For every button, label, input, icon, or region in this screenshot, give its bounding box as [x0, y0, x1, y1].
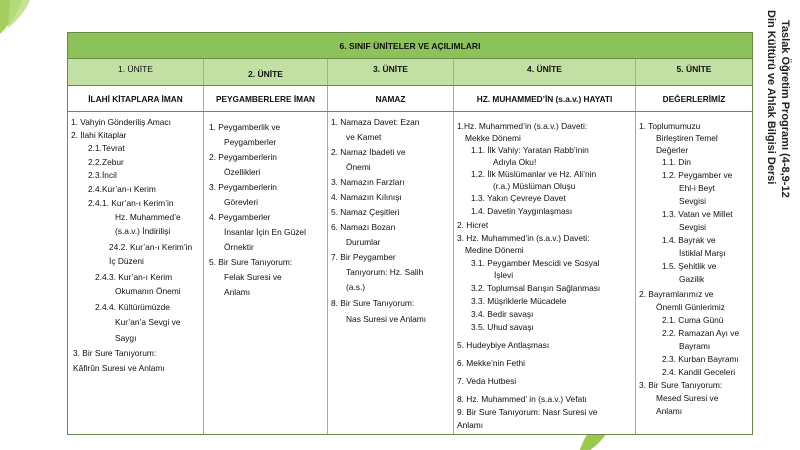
- topic-line: Kâfirûn Suresi ve Anlamı: [73, 363, 165, 373]
- topic-line: Sevgisi: [679, 222, 706, 232]
- topic-line: 2. Bayramlarımız ve: [639, 289, 714, 299]
- topic-line: 7. Veda Hutbesi: [457, 376, 517, 386]
- unit-name-row: [68, 86, 752, 112]
- topic-line: 6. Namazı Bozan: [331, 222, 396, 232]
- topic-line: 3. Hz. Muhammed’in (s.a.v.) Daveti:: [457, 233, 590, 243]
- topic-line: 6. Mekke’nin Fethi: [457, 358, 525, 368]
- side-title-line-2: Taslak Öğretim Programı (4-8,9-12: [779, 20, 791, 198]
- topic-line: 3. Bir Sure Tanıyorum:: [73, 348, 157, 358]
- decorative-leaf-top-left: [0, 0, 60, 48]
- unit-4-topics: [454, 112, 636, 434]
- unit-3-label: 3. ÜNİTE: [328, 59, 454, 85]
- topic-line: 8. Bir Sure Tanıyorum:: [331, 298, 415, 308]
- topic-line: 1.2. İlk Müslümanlar ve Hz. Ali’nin: [471, 169, 597, 179]
- topic-line: 2. İlahi Kitaplar: [71, 130, 127, 140]
- topic-line: Saygı: [115, 333, 137, 343]
- topic-line: Önemli Günlerimiz: [656, 302, 725, 312]
- unit-header-row: [68, 59, 752, 86]
- unit-5-label: 5. ÜNİTE: [676, 64, 712, 74]
- topic-line: 2. Hicret: [457, 220, 489, 230]
- topic-line: 3.1. Peygamber Mescidi ve Sosyal: [471, 258, 600, 268]
- unit-5-name: DEĞERLERİMİZ: [662, 93, 726, 104]
- topic-line: 1.3. Vatan ve Millet: [662, 209, 733, 219]
- units-table: [67, 32, 753, 435]
- topic-line: Birleştiren Temel: [656, 133, 718, 143]
- topic-line: 4. Peygamberler: [209, 212, 271, 222]
- topic-line: 1.1. İlk Vahiy: Yaratan Rabb’inin: [471, 145, 589, 155]
- unit-5-topics: [636, 112, 752, 434]
- topic-line: 1.Hz. Muhammed’in (s.a.v.) Daveti:: [457, 121, 588, 131]
- topic-line: Gazilik: [679, 274, 705, 284]
- unit-1-label: 1. ÜNİTE: [68, 59, 204, 85]
- topic-line: 1. Vahyin Gönderiliş Amacı: [71, 117, 171, 127]
- topic-line: 4. Namazın Kılınışı: [331, 192, 402, 202]
- topic-line: Mekke Dönemi: [465, 133, 521, 143]
- topic-line: 5. Namaz Çeşitleri: [331, 207, 400, 217]
- unit-2-label: 2. ÜNİTE: [204, 59, 328, 85]
- unit-3-name: NAMAZ: [328, 86, 454, 111]
- topic-line: 2.1.Tevrat: [88, 143, 125, 153]
- topic-line: 5. Hudeybiye Antlaşması: [457, 340, 550, 350]
- topic-line: 2.4.Kur’an-ı Kerim: [88, 184, 156, 194]
- topic-line: Peygamberler: [224, 137, 277, 147]
- table-title: 6. SINIF ÜNİTELER VE AÇILIMLARI: [68, 33, 752, 59]
- topic-line: 2.2.Zebur: [88, 157, 124, 167]
- topic-line: Anlamı: [656, 406, 683, 416]
- topic-line: 9. Bir Sure Tanıyorum: Nasr Suresi ve: [457, 407, 598, 417]
- topic-line: 5. Bir Sure Tanıyorum:: [209, 257, 293, 267]
- topic-line: 2.2. Ramazan Ayı ve: [662, 328, 740, 338]
- topic-line: 1. Peygamberlik ve: [209, 122, 281, 132]
- topic-line: (r.a.) Müslüman Oluşu: [493, 181, 576, 191]
- topic-line: Hz. Muhammed’e: [115, 212, 181, 222]
- topic-line: Önemi: [346, 162, 371, 172]
- topic-line: Felak Suresi ve: [224, 272, 282, 282]
- topic-line: İç Düzeni: [109, 256, 144, 266]
- topic-line: 1. Toplumumuzu: [639, 121, 701, 131]
- topic-line: 2.4.4. Kültürümüzde: [95, 302, 170, 312]
- topic-line: Adıyla Oku!: [493, 157, 537, 167]
- unit-content-row: [68, 112, 752, 434]
- unit-1-topics: [68, 112, 204, 434]
- unit-3-topics: [328, 112, 454, 434]
- topic-line: 7. Bir Peygamber: [331, 252, 396, 262]
- topic-line: 1.2. Peygamber ve: [662, 170, 733, 180]
- topic-line: Sevgisi: [679, 196, 706, 206]
- topic-line: İnsanlar İçin En Güzel: [224, 227, 306, 237]
- topic-line: 8. Hz. Muhammed’ in (s.a.v.) Vefatı: [457, 394, 587, 404]
- topic-line: 1.4. Davetin Yaygınlaşması: [471, 206, 573, 216]
- topic-line: 3.5. Uhud savaşı: [471, 322, 534, 332]
- topic-line: Medine Dönemi: [465, 245, 524, 255]
- topic-line: (s.a.v.) İndirilişi: [115, 226, 171, 236]
- topic-line: 1.1. Din: [662, 157, 691, 167]
- topic-line: Örnektir: [224, 242, 254, 252]
- topic-line: 2.4.3. Kur’an-ı Kerim: [95, 272, 173, 282]
- topic-line: Bayramı: [679, 341, 711, 351]
- topic-line: Ehl-i Beyt: [679, 183, 715, 193]
- unit-1-name: İLAHİ KİTAPLARA İMAN: [68, 86, 204, 111]
- topic-line: 2.3. Kurban Bayramı: [662, 354, 739, 364]
- topic-line: Anlamı: [457, 420, 484, 430]
- topic-line: 3.2. Toplumsal Barışın Sağlanması: [471, 283, 601, 293]
- unit-2-topics: [204, 112, 328, 434]
- topic-line: ve Kamet: [346, 132, 382, 142]
- topic-line: 2.4. Kandil Geceleri: [662, 367, 736, 377]
- topic-line: Tanıyorum: Hz. Salih: [346, 267, 424, 277]
- topic-line: Durumlar: [346, 237, 381, 247]
- topic-line: 3. Bir Sure Tanıyorum:: [639, 380, 723, 390]
- unit-4-label: 4. ÜNİTE: [454, 59, 636, 85]
- topic-line: 3.3. Müşriklerle Mücadele: [471, 296, 567, 306]
- topic-line: 3. Namazın Farzları: [331, 177, 405, 187]
- topic-line: 3.4. Bedir savaşı: [471, 309, 534, 319]
- topic-line: Anlamı: [224, 287, 251, 297]
- topic-line: 1. Namaza Davet: Ezan: [331, 117, 420, 127]
- topic-line: 3. Peygamberlerin: [209, 182, 277, 192]
- topic-line: 2.1. Cuma Günü: [662, 315, 724, 325]
- side-running-title: [756, 0, 800, 450]
- topic-line: 2.4.1. Kur’an-ı Kerim’in: [88, 198, 174, 208]
- topic-line: Değerler: [656, 145, 689, 155]
- topic-line: İşlevi: [494, 270, 514, 280]
- topic-line: 1.5. Şehitlik ve: [662, 261, 717, 271]
- topic-line: (a.s.): [346, 282, 366, 292]
- topic-line: 2. Namaz İbadeti ve: [331, 147, 406, 157]
- topic-line: Okumanın Önemi: [115, 286, 181, 296]
- topic-line: 24.2. Kur’an-ı Kerim’in: [109, 242, 193, 252]
- unit-4-name: HZ. MUHAMMED’İN (s.a.v.) HAYATI: [454, 86, 636, 111]
- topic-line: 2. Peygamberlerin: [209, 152, 277, 162]
- side-title-line-1: Din Kültürü ve Ahlak Bilgisi Dersi: [765, 10, 777, 185]
- topic-line: Görevleri: [224, 197, 258, 207]
- unit-2-name: PEYGAMBERLERE İMAN: [204, 86, 328, 111]
- topic-line: Özellikleri: [224, 167, 261, 177]
- topic-line: 2.3.İncil: [88, 170, 117, 180]
- topic-line: Mesed Suresi ve: [656, 393, 719, 403]
- topic-line: 1.3. Yakın Çevreye Davet: [471, 193, 566, 203]
- side-title-svg: [756, 0, 800, 450]
- topic-line: 1.4. Bayrak ve: [662, 235, 716, 245]
- topic-line: Kur’an’a Sevgi ve: [115, 317, 181, 327]
- topic-line: Nas Suresi ve Anlamı: [346, 314, 427, 324]
- topic-line: İstiklal Marşı: [679, 248, 726, 258]
